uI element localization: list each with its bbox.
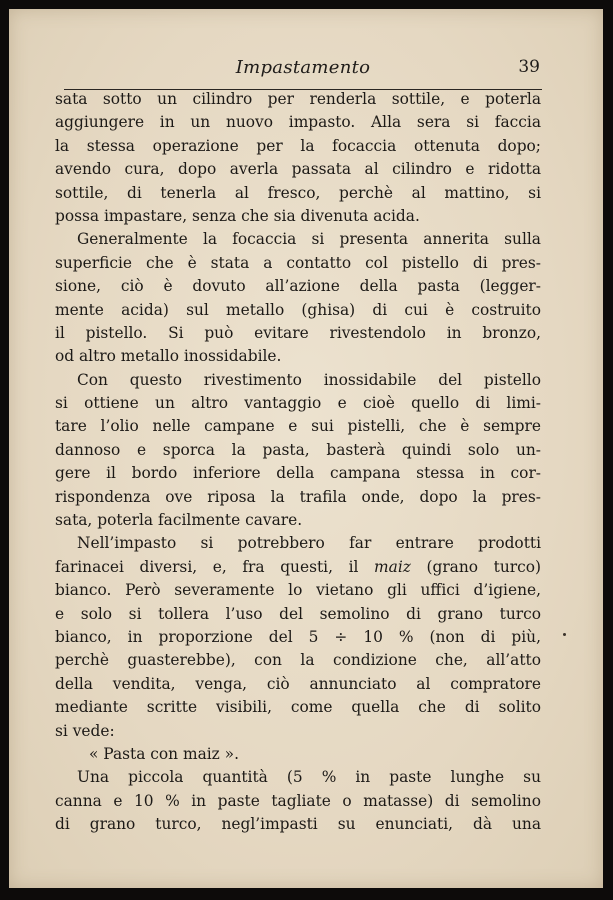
emphasized-word: maiz xyxy=(374,557,411,576)
text-line: di grano turco, negl’impasti su enunciati, dà una xyxy=(55,815,541,834)
text-line: tare l’olio nelle campane e sui pistelli, che è sempre xyxy=(55,417,541,436)
text-line: rispondenza ove riposa la trafila onde, dopo la pres- xyxy=(55,487,541,506)
text-line: bianco. Però severamente lo vietano gli uffici d’igiene, xyxy=(55,581,541,600)
paragraph-start-line: Una piccola quantità (5 % in paste lunghe su xyxy=(77,768,541,787)
text-line: della vendita, venga, ciò annunciato al compratore xyxy=(55,674,541,693)
text-line: si ottiene un altro vantaggio e cioè quello di limi- xyxy=(55,394,541,413)
text-line: sottile, di tenerla al fresco, perchè al mattino, si xyxy=(55,183,541,202)
text-line: il pistello. Si può evitare rivestendolo in bronzo, xyxy=(55,323,541,342)
text-line: superficie che è stata a contatto col pistello di pres- xyxy=(55,253,541,272)
text-line: dannoso e sporca la pasta, basterà quindi solo un- xyxy=(55,440,541,459)
text-line: si vede: xyxy=(55,721,115,740)
text-line: e solo si tollera l’uso del semolino di grano turco xyxy=(55,604,541,623)
text-line: aggiungere in un nuovo impasto. Alla sera si faccia xyxy=(55,113,541,132)
text-line: sione, ciò è dovuto all’azione della pasta (legger- xyxy=(55,277,541,296)
text-line: mediante scritte visibili, come quella che di solito xyxy=(55,698,541,717)
ink-speck xyxy=(563,633,566,636)
text-line: od altro metallo inossidabile. xyxy=(55,347,282,366)
paragraph-start-line: Nell’impasto si potrebbero far entrare prodotti xyxy=(77,534,541,553)
text-line: sata, poterla facilmente cavare. xyxy=(55,511,303,530)
text-line: bianco, in proporzione del 5 ÷ 10 % (non di più, xyxy=(55,627,541,646)
running-title: Impastamento xyxy=(235,57,371,78)
text-line: mente acida) sul metallo (ghisa) di cui è costruito xyxy=(55,300,541,319)
paragraph-start-line: Generalmente la focaccia si presenta annerita sulla xyxy=(77,230,541,249)
text-line: perchè guasterebbe), con la condizione che, all’atto xyxy=(55,651,541,670)
text-line: farinacei diversi, e, fra questi, il maiz (grano turco) xyxy=(55,557,541,576)
body-text xyxy=(55,88,541,837)
text-line: possa impastare, senza che sia divenuta acida. xyxy=(55,206,420,225)
page-number: 39 xyxy=(518,57,540,77)
text-line: gere il bordo inferiore della campana stessa in cor- xyxy=(55,464,541,483)
text-line: avendo cura, dopo averla passata al cilindro e ridotta xyxy=(55,160,541,179)
text-line: sata sotto un cilindro per renderla sottile, e poterla xyxy=(55,90,541,108)
quoted-sign-line: « Pasta con maiz ». xyxy=(89,744,239,763)
paragraph-start-line: Con questo rivestimento inossidabile del pistello xyxy=(77,370,541,389)
page-header xyxy=(64,49,542,90)
text-line: la stessa operazione per la focaccia ottenuta dopo; xyxy=(55,136,541,155)
text-line: canna e 10 % in paste tagliate o matasse) di semolino xyxy=(55,791,541,810)
